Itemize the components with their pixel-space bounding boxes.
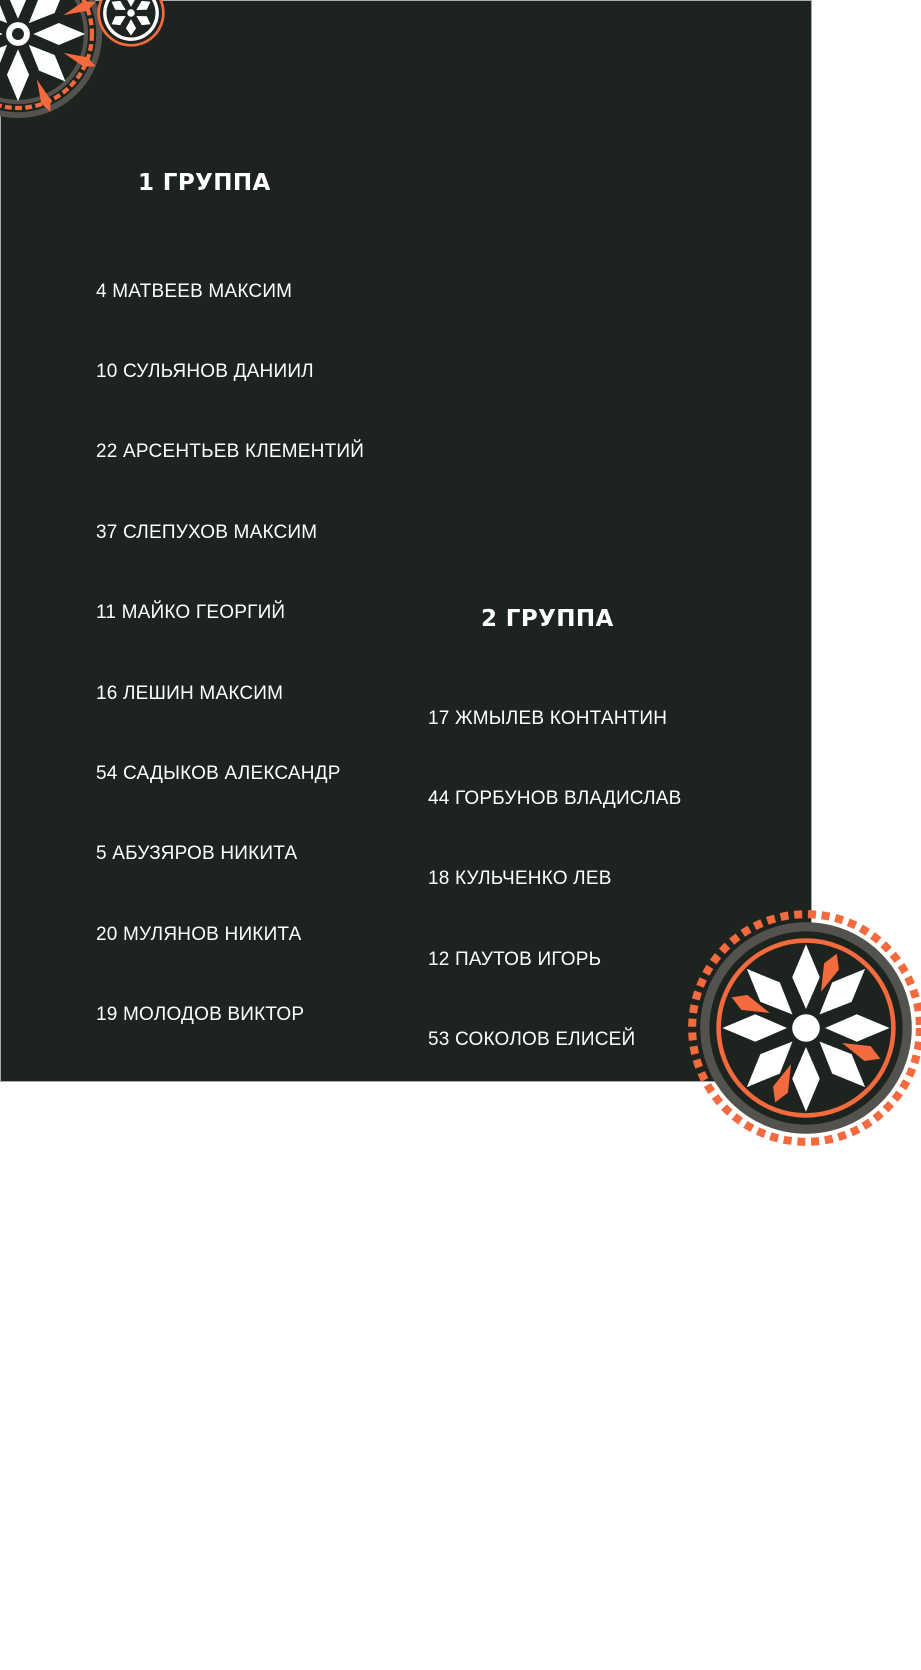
player-entry: 18 КУЛЬЧЕНКО ЛЕВ [428, 868, 612, 890]
player-entry: 12 ПАУТОВ ИГОРЬ [428, 948, 602, 970]
player-entry: 11 МАЙКО ГЕОРГИЙ [96, 602, 286, 624]
player-entry: 54 САДЫКОВ АЛЕКСАНДР [96, 762, 341, 784]
player-entry: 4 МАТВЕЕВ МАКСИМ [96, 280, 293, 302]
player-entry: 23 МАЦУКОВ АЛЕКСАНДР [96, 1084, 339, 1106]
group-2-player-list [428, 652, 706, 1670]
player-entry: 53 СОКОЛОВ ЕЛИСЕЙ [428, 1029, 636, 1051]
player-entry: 21 ИШТУЛКИН ДМИТРИЙ [96, 1164, 331, 1186]
player-entry: 5 АБУЗЯРОВ НИКИТА [96, 843, 298, 865]
player-entry: 20 МУЛЯНОВ НИКИТА [96, 923, 302, 945]
ornamental-wheel-icon [691, 913, 921, 1143]
player-entry: 7 АНДРИАНОВ АЛЕКСАНДР [428, 1109, 688, 1131]
player-entry: 19 МОЛОДОВ ВИКТОР [96, 1004, 305, 1026]
player-entry: 10 СУЛЬЯНОВ ДАНИИЛ [96, 360, 314, 382]
player-entry: 111 КОНОВАЛОВ АЛЕКСАНДР [428, 1511, 706, 1533]
group-1-player-list [96, 225, 364, 1243]
group-2-title: 2 ГРУППА [481, 606, 614, 632]
player-entry: 114 АВДЮШКИН СТАНИСЛАВ [428, 1350, 702, 1372]
player-entry: 22 АРСЕНТЬЕВ КЛЕМЕНТИЙ [96, 441, 365, 463]
player-entry: 150 АЛЕХИН КИРИЛЛ [428, 1431, 628, 1453]
player-entry: 63 ВИХЛЯЕВ СЕРГЕЙ [428, 1270, 630, 1292]
player-entry: 17 ЖМЫЛЕВ КОНТАНТИН [428, 707, 668, 729]
player-entry: 16 ЛЕШИН МАКСИМ [96, 682, 284, 704]
player-entry: 37 СЛЕПУХОВ МАКСИМ [96, 521, 318, 543]
player-entry: 44 ГОРБУНОВ ВЛАДИСЛАВ [428, 787, 682, 809]
player-entry: 8 ИЗЕНЁВ ИГОРЬ [428, 1189, 592, 1211]
player-entry: 24 НИКОЛАЙ РЕМЕЗОВ [428, 1591, 653, 1613]
ornamental-wheel-icon [97, 0, 165, 47]
ornamental-wheel-icon [0, 0, 103, 139]
group-1-title: 1 ГРУППА [138, 170, 271, 196]
